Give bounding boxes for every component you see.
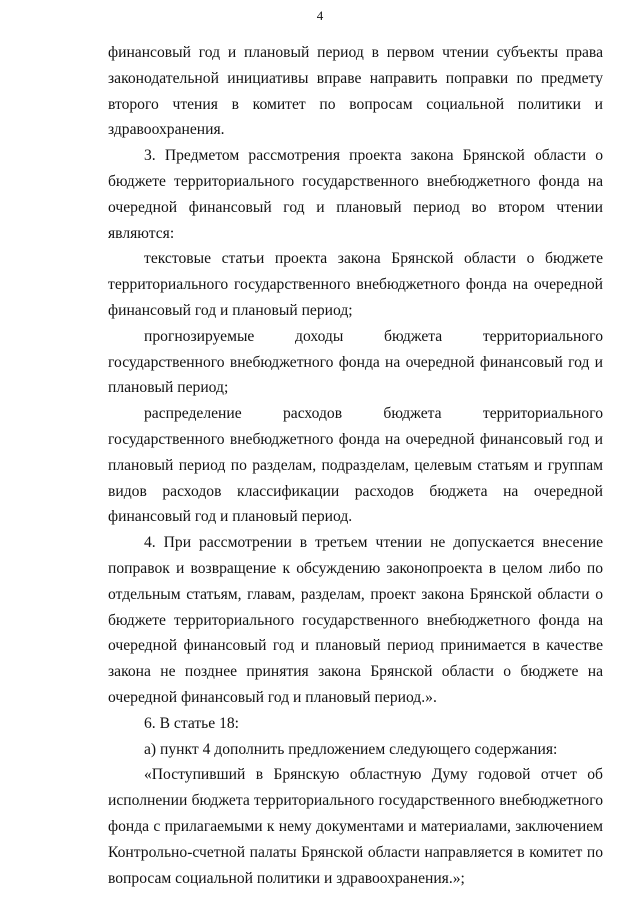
- paragraph-item-3: 3. Предметом рассмотрения проекта закона Брянской области о бюджете территориального государственного внебюджетного фонда на очередной финансовый год и плановый период во втором чтении являются:: [108, 147, 603, 242]
- document-body: [108, 40, 603, 891]
- paragraph-continuation: финансовый год и плановый период в первом чтении субъекты права законодательной инициативы вправе направить поправки по предмету второго чтения в комитет по вопросам социальной политики и здравоохранения.: [108, 44, 603, 139]
- paragraph-subitem-a: а) пункт 4 дополнить предложением следующего содержания:: [144, 740, 558, 758]
- paragraph-article-18: 6. В статье 18:: [144, 714, 240, 732]
- paragraph-text-articles: текстовые статьи проекта закона Брянской области о бюджете территориального государственного внебюджетного фонда на очередной финансовый год и плановый период;: [108, 250, 603, 319]
- paragraph-forecast-income: прогнозируемые доходы бюджета территориального государственного внебюджетного фонда на очередной финансовый год и плановый период;: [108, 327, 603, 397]
- paragraph-expense-distribution: распределение расходов бюджета территориального государственного внебюджетного фонда на очередной финансовый год и плановый период по разделам, подразделам, целевым статьям и группам видов расходов классификации расходов бюджета на очередной финансовый год и плановый период.: [108, 405, 603, 526]
- paragraph-item-4: 4. При рассмотрении в третьем чтении не допускается внесение поправок и возвращение к обсуждению законопроекта в целом либо по отдельным статьям, главам, разделам, проект закона Брянской области о бюджете территориального государственного внебюджетного фонда на очередной финансовый год и плановый период принимается в качестве закона не позднее принятия закона Брянской области о бюджете на очередной финансовый год и плановый период.».: [108, 534, 603, 706]
- paragraph-quoted-addition: «Поступивший в Брянскую областную Думу годовой отчет об исполнении бюджета территориального государственного внебюджетного фонда с прилагаемыми к нему документами и материалами, заключением Контрольно-счетной палаты Брянской области направляется в комитет по вопросам социальной политики и здравоохранения.»;: [108, 766, 603, 887]
- page-number: 4: [316, 8, 324, 23]
